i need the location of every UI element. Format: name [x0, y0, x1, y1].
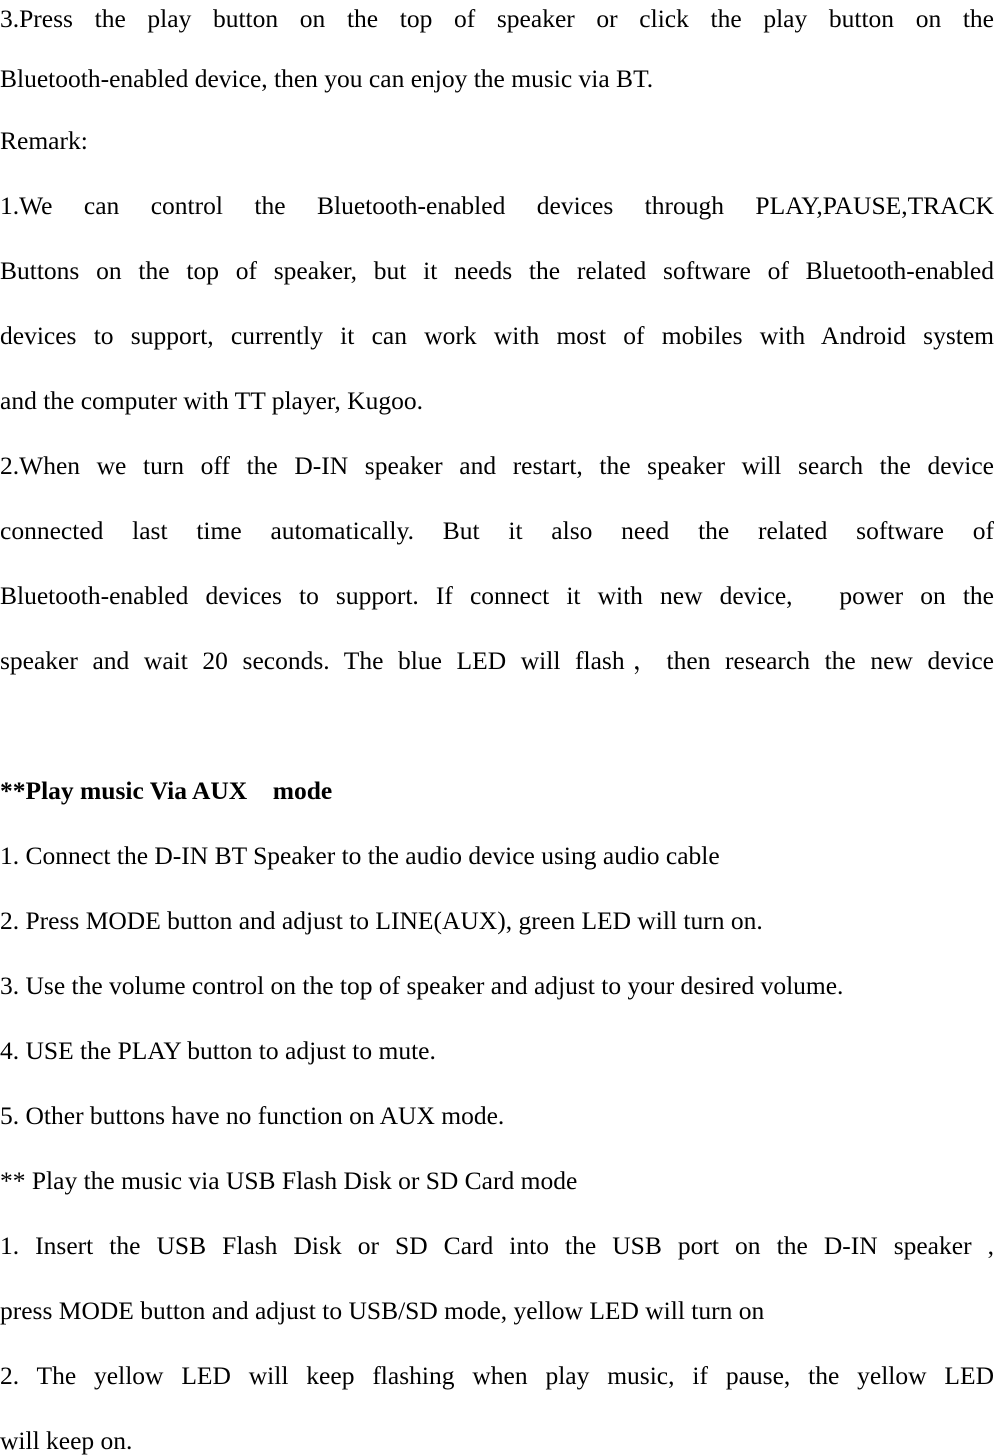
text-line: devices to support, currently it can work with most of mobiles with Android system: [0, 321, 994, 350]
text-line: 4. USE the PLAY button to adjust to mute.: [0, 1036, 436, 1065]
text-line: and the computer with TT player, Kugoo.: [0, 386, 423, 415]
text-line: 2.When we turn off the D-IN speaker and restart, the speaker will search the device: [0, 451, 994, 480]
text-line: connected last time automatically. But it also need the related software of: [0, 516, 994, 545]
text-line: 1. Insert the USB Flash Disk or SD Card into the USB port on the D-IN speaker ,: [0, 1231, 994, 1260]
text-line: Bluetooth-enabled devices to support. If connect it with new device, power on the: [0, 581, 994, 610]
remark-heading: Remark:: [0, 126, 88, 155]
text-line: 5. Other buttons have no function on AUX mode.: [0, 1101, 505, 1130]
text-line: 3.Press the play button on the top of speaker or click the play button on the: [0, 4, 994, 33]
text-line: Buttons on the top of speaker, but it needs the related software of Bluetooth-enabled: [0, 256, 994, 285]
usb-mode-heading: ** Play the music via USB Flash Disk or SD Card mode: [0, 1166, 578, 1195]
text-line: 2. The yellow LED will keep flashing when play music, if pause, the yellow LED: [0, 1361, 994, 1390]
aux-mode-heading: **Play music Via AUX mode: [0, 776, 333, 805]
text-line: speaker and wait 20 seconds. The blue LED will flash，then research the new device: [0, 646, 994, 675]
text-line: 1.We can control the Bluetooth-enabled devices through PLAY,PAUSE,TRACK: [0, 191, 994, 220]
text-line: press MODE button and adjust to USB/SD mode, yellow LED will turn on: [0, 1296, 765, 1325]
text-line: will keep on.: [0, 1426, 133, 1455]
text-line: Bluetooth-enabled device, then you can enjoy the music via BT.: [0, 64, 654, 93]
text-line: 3. Use the volume control on the top of speaker and adjust to your desired volume.: [0, 971, 844, 1000]
text-line: 1. Connect the D-IN BT Speaker to the audio device using audio cable: [0, 841, 720, 870]
text-line: 2. Press MODE button and adjust to LINE(AUX), green LED will turn on.: [0, 906, 763, 935]
